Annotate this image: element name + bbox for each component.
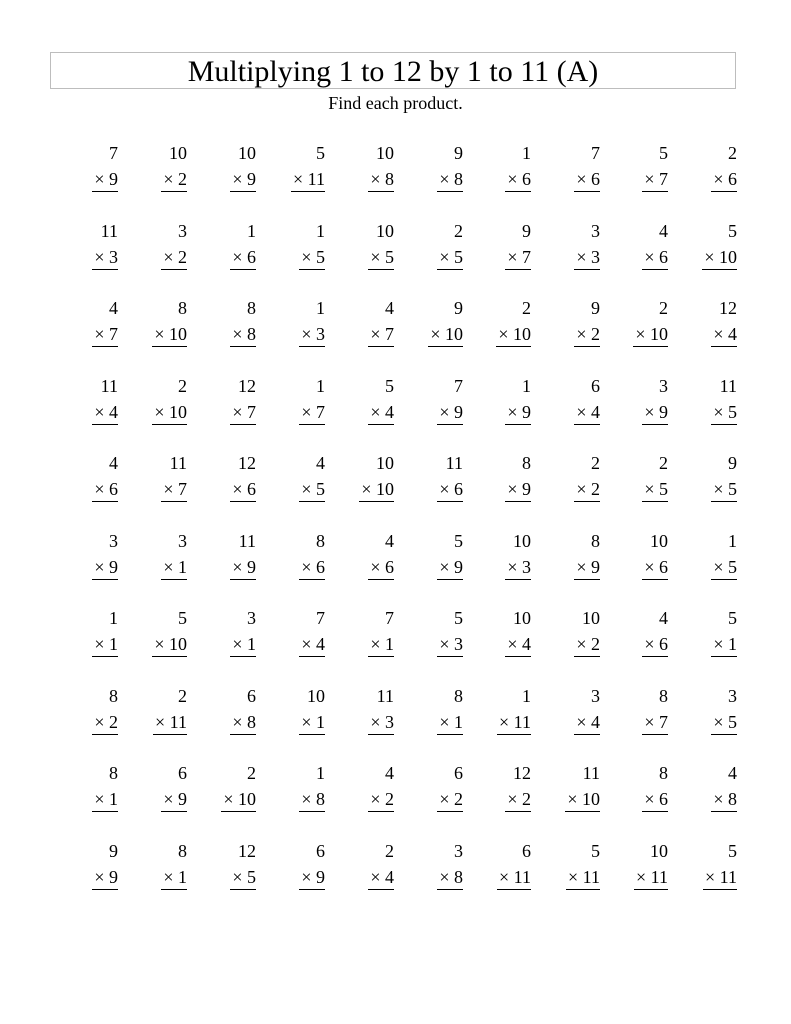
multiplier: × 1 <box>92 787 118 812</box>
multiplier: × 3 <box>92 245 118 270</box>
multiplicand: 6 <box>591 376 600 396</box>
multiplicand: 1 <box>316 376 325 396</box>
multiplier: × 6 <box>574 167 600 192</box>
multiplier: × 6 <box>642 632 668 657</box>
multiplicand: 10 <box>513 608 531 628</box>
multiplier: × 8 <box>230 322 256 347</box>
multiplicand: 2 <box>728 143 737 163</box>
multiplicand: 8 <box>316 531 325 551</box>
multiplier: × 3 <box>368 710 394 735</box>
multiplicand: 11 <box>238 531 256 551</box>
multiplication-problem <box>647 605 737 657</box>
multiplicand: 2 <box>659 298 668 318</box>
multiplicand: 12 <box>719 298 737 318</box>
multiplicand: 7 <box>316 608 325 628</box>
multiplicand: 3 <box>178 221 187 241</box>
multiplier: × 2 <box>368 787 394 812</box>
multiplier: × 2 <box>92 710 118 735</box>
multiplicand: 3 <box>591 686 600 706</box>
multiplicand: 2 <box>454 221 463 241</box>
multiplication-problem <box>647 683 737 735</box>
multiplicand: 1 <box>728 531 737 551</box>
multiplier: × 9 <box>437 555 463 580</box>
multiplier: × 6 <box>368 555 394 580</box>
multiplier: × 5 <box>711 400 737 425</box>
multiplier: × 4 <box>92 400 118 425</box>
multiplier: × 2 <box>505 787 531 812</box>
multiplier: × 11 <box>566 865 600 890</box>
multiplication-problem <box>647 838 737 890</box>
multiplicand: 11 <box>100 221 118 241</box>
multiplier: × 9 <box>230 555 256 580</box>
multiplicand: 5 <box>591 841 600 861</box>
multiplier: × 10 <box>702 245 737 270</box>
multiplicand: 8 <box>178 298 187 318</box>
multiplier: × 5 <box>642 477 668 502</box>
multiplicand: 12 <box>238 841 256 861</box>
multiplier: × 9 <box>92 167 118 192</box>
multiplier: × 1 <box>161 555 187 580</box>
multiplicand: 5 <box>178 608 187 628</box>
multiplier: × 10 <box>565 787 600 812</box>
multiplicand: 5 <box>659 143 668 163</box>
multiplicand: 10 <box>513 531 531 551</box>
multiplier: × 9 <box>161 787 187 812</box>
multiplier: × 4 <box>505 632 531 657</box>
multiplicand: 10 <box>582 608 600 628</box>
multiplicand: 8 <box>522 453 531 473</box>
multiplicand: 12 <box>238 376 256 396</box>
multiplier: × 5 <box>299 245 325 270</box>
multiplier: × 6 <box>230 477 256 502</box>
multiplicand: 11 <box>719 376 737 396</box>
multiplier: × 6 <box>230 245 256 270</box>
multiplier: × 4 <box>574 400 600 425</box>
multiplicand: 10 <box>307 686 325 706</box>
multiplier: × 8 <box>230 710 256 735</box>
multiplier: × 9 <box>505 400 531 425</box>
multiplicand: 7 <box>591 143 600 163</box>
multiplier: × 7 <box>299 400 325 425</box>
multiplicand: 1 <box>316 221 325 241</box>
multiplier: × 3 <box>299 322 325 347</box>
multiplicand: 2 <box>385 841 394 861</box>
multiplicand: 4 <box>109 453 118 473</box>
multiplier: × 11 <box>497 865 531 890</box>
multiplicand: 9 <box>522 221 531 241</box>
multiplicand: 5 <box>385 376 394 396</box>
multiplier: × 8 <box>437 167 463 192</box>
multiplier: × 5 <box>230 865 256 890</box>
multiplication-problem <box>647 528 737 580</box>
multiplicand: 10 <box>650 531 668 551</box>
multiplicand: 7 <box>385 608 394 628</box>
multiplier: × 5 <box>299 477 325 502</box>
multiplier: × 10 <box>152 632 187 657</box>
multiplier: × 7 <box>505 245 531 270</box>
multiplicand: 10 <box>169 143 187 163</box>
multiplier: × 8 <box>437 865 463 890</box>
multiplier: × 10 <box>152 322 187 347</box>
multiplier: × 3 <box>574 245 600 270</box>
multiplier: × 7 <box>642 710 668 735</box>
multiplicand: 8 <box>109 763 118 783</box>
multiplier: × 7 <box>368 322 394 347</box>
multiplicand: 5 <box>728 841 737 861</box>
multiplicand: 6 <box>522 841 531 861</box>
multiplier: × 4 <box>299 632 325 657</box>
multiplier: × 9 <box>574 555 600 580</box>
multiplicand: 4 <box>385 763 394 783</box>
multiplicand: 10 <box>376 453 394 473</box>
multiplier: × 2 <box>161 167 187 192</box>
multiplier: × 2 <box>574 632 600 657</box>
multiplicand: 8 <box>178 841 187 861</box>
multiplicand: 8 <box>454 686 463 706</box>
multiplier: × 4 <box>574 710 600 735</box>
multiplicand: 2 <box>247 763 256 783</box>
multiplier: × 1 <box>92 632 118 657</box>
multiplicand: 10 <box>650 841 668 861</box>
multiplicand: 2 <box>178 686 187 706</box>
multiplicand: 6 <box>247 686 256 706</box>
multiplier: × 10 <box>428 322 463 347</box>
multiplicand: 9 <box>454 143 463 163</box>
multiplicand: 5 <box>316 143 325 163</box>
multiplier: × 9 <box>642 400 668 425</box>
multiplier: × 5 <box>437 245 463 270</box>
multiplier: × 5 <box>368 245 394 270</box>
multiplicand: 1 <box>316 298 325 318</box>
multiplier: × 3 <box>437 632 463 657</box>
multiplier: × 6 <box>437 477 463 502</box>
multiplicand: 2 <box>178 376 187 396</box>
multiplicand: 11 <box>376 686 394 706</box>
multiplier: × 2 <box>437 787 463 812</box>
multiplicand: 8 <box>591 531 600 551</box>
multiplicand: 4 <box>728 763 737 783</box>
multiplier: × 10 <box>152 400 187 425</box>
multiplicand: 2 <box>522 298 531 318</box>
multiplier: × 3 <box>505 555 531 580</box>
multiplicand: 6 <box>454 763 463 783</box>
multiplicand: 2 <box>659 453 668 473</box>
multiplicand: 7 <box>454 376 463 396</box>
multiplicand: 9 <box>454 298 463 318</box>
multiplicand: 3 <box>247 608 256 628</box>
multiplicand: 3 <box>454 841 463 861</box>
multiplier: × 1 <box>161 865 187 890</box>
multiplier: × 7 <box>230 400 256 425</box>
multiplicand: 1 <box>522 686 531 706</box>
multiplicand: 4 <box>659 608 668 628</box>
multiplier: × 6 <box>642 555 668 580</box>
multiplicand: 4 <box>659 221 668 241</box>
multiplier: × 2 <box>574 322 600 347</box>
multiplier: × 6 <box>92 477 118 502</box>
multiplier: × 4 <box>368 400 394 425</box>
multiplier: × 8 <box>368 167 394 192</box>
multiplier: × 11 <box>291 167 325 192</box>
multiplier: × 5 <box>711 555 737 580</box>
multiplicand: 12 <box>238 453 256 473</box>
multiplicand: 11 <box>445 453 463 473</box>
multiplier: × 1 <box>711 632 737 657</box>
multiplier: × 11 <box>703 865 737 890</box>
multiplier: × 6 <box>642 245 668 270</box>
multiplicand: 8 <box>247 298 256 318</box>
multiplicand: 11 <box>582 763 600 783</box>
multiplicand: 4 <box>385 298 394 318</box>
multiplicand: 3 <box>728 686 737 706</box>
multiplier: × 1 <box>299 710 325 735</box>
multiplier: × 8 <box>299 787 325 812</box>
multiplicand: 1 <box>522 376 531 396</box>
multiplicand: 5 <box>454 531 463 551</box>
multiplicand: 5 <box>454 608 463 628</box>
multiplier: × 9 <box>299 865 325 890</box>
multiplication-problem <box>647 295 737 347</box>
multiplicand: 6 <box>178 763 187 783</box>
multiplier: × 7 <box>92 322 118 347</box>
multiplicand: 9 <box>109 841 118 861</box>
multiplication-problem <box>647 450 737 502</box>
multiplicand: 12 <box>513 763 531 783</box>
multiplier: × 9 <box>505 477 531 502</box>
multiplier: × 1 <box>230 632 256 657</box>
multiplier: × 5 <box>711 477 737 502</box>
multiplicand: 1 <box>316 763 325 783</box>
multiplier: × 11 <box>634 865 668 890</box>
multiplier: × 2 <box>161 245 187 270</box>
multiplier: × 10 <box>359 477 394 502</box>
multiplier: × 7 <box>642 167 668 192</box>
multiplier: × 6 <box>711 167 737 192</box>
multiplier: × 9 <box>230 167 256 192</box>
multiplicand: 5 <box>728 221 737 241</box>
multiplicand: 7 <box>109 143 118 163</box>
worksheet-title: Multiplying 1 to 12 by 1 to 11 (A) <box>50 52 736 89</box>
multiplier: × 4 <box>711 322 737 347</box>
multiplicand: 1 <box>247 221 256 241</box>
multiplier: × 6 <box>299 555 325 580</box>
multiplier: × 1 <box>437 710 463 735</box>
multiplicand: 9 <box>591 298 600 318</box>
multiplicand: 3 <box>659 376 668 396</box>
multiplicand: 1 <box>109 608 118 628</box>
multiplicand: 10 <box>376 143 394 163</box>
multiplier: × 9 <box>92 555 118 580</box>
multiplicand: 9 <box>728 453 737 473</box>
multiplicand: 2 <box>591 453 600 473</box>
multiplication-problem <box>647 373 737 425</box>
multiplicand: 11 <box>169 453 187 473</box>
multiplicand: 10 <box>376 221 394 241</box>
multiplier: × 7 <box>161 477 187 502</box>
multiplier: × 1 <box>368 632 394 657</box>
multiplicand: 3 <box>591 221 600 241</box>
multiplication-problem <box>647 218 737 270</box>
multiplicand: 4 <box>109 298 118 318</box>
multiplier: × 10 <box>496 322 531 347</box>
multiplier: × 2 <box>574 477 600 502</box>
multiplier: × 10 <box>221 787 256 812</box>
multiplicand: 4 <box>316 453 325 473</box>
multiplicand: 11 <box>100 376 118 396</box>
worksheet-instructions: Find each product. <box>328 93 463 113</box>
multiplier: × 8 <box>711 787 737 812</box>
multiplier: × 6 <box>642 787 668 812</box>
multiplicand: 6 <box>316 841 325 861</box>
multiplicand: 5 <box>728 608 737 628</box>
multiplier: × 6 <box>505 167 531 192</box>
multiplication-problem <box>647 760 737 812</box>
multiplier: × 11 <box>153 710 187 735</box>
multiplicand: 8 <box>109 686 118 706</box>
multiplier: × 5 <box>711 710 737 735</box>
multiplier: × 4 <box>368 865 394 890</box>
multiplicand: 4 <box>385 531 394 551</box>
multiplier: × 9 <box>92 865 118 890</box>
multiplicand: 8 <box>659 686 668 706</box>
multiplier: × 11 <box>497 710 531 735</box>
multiplicand: 3 <box>109 531 118 551</box>
multiplicand: 8 <box>659 763 668 783</box>
multiplicand: 10 <box>238 143 256 163</box>
multiplication-problem <box>647 140 737 192</box>
multiplicand: 1 <box>522 143 531 163</box>
multiplicand: 3 <box>178 531 187 551</box>
multiplier: × 10 <box>633 322 668 347</box>
multiplier: × 9 <box>437 400 463 425</box>
